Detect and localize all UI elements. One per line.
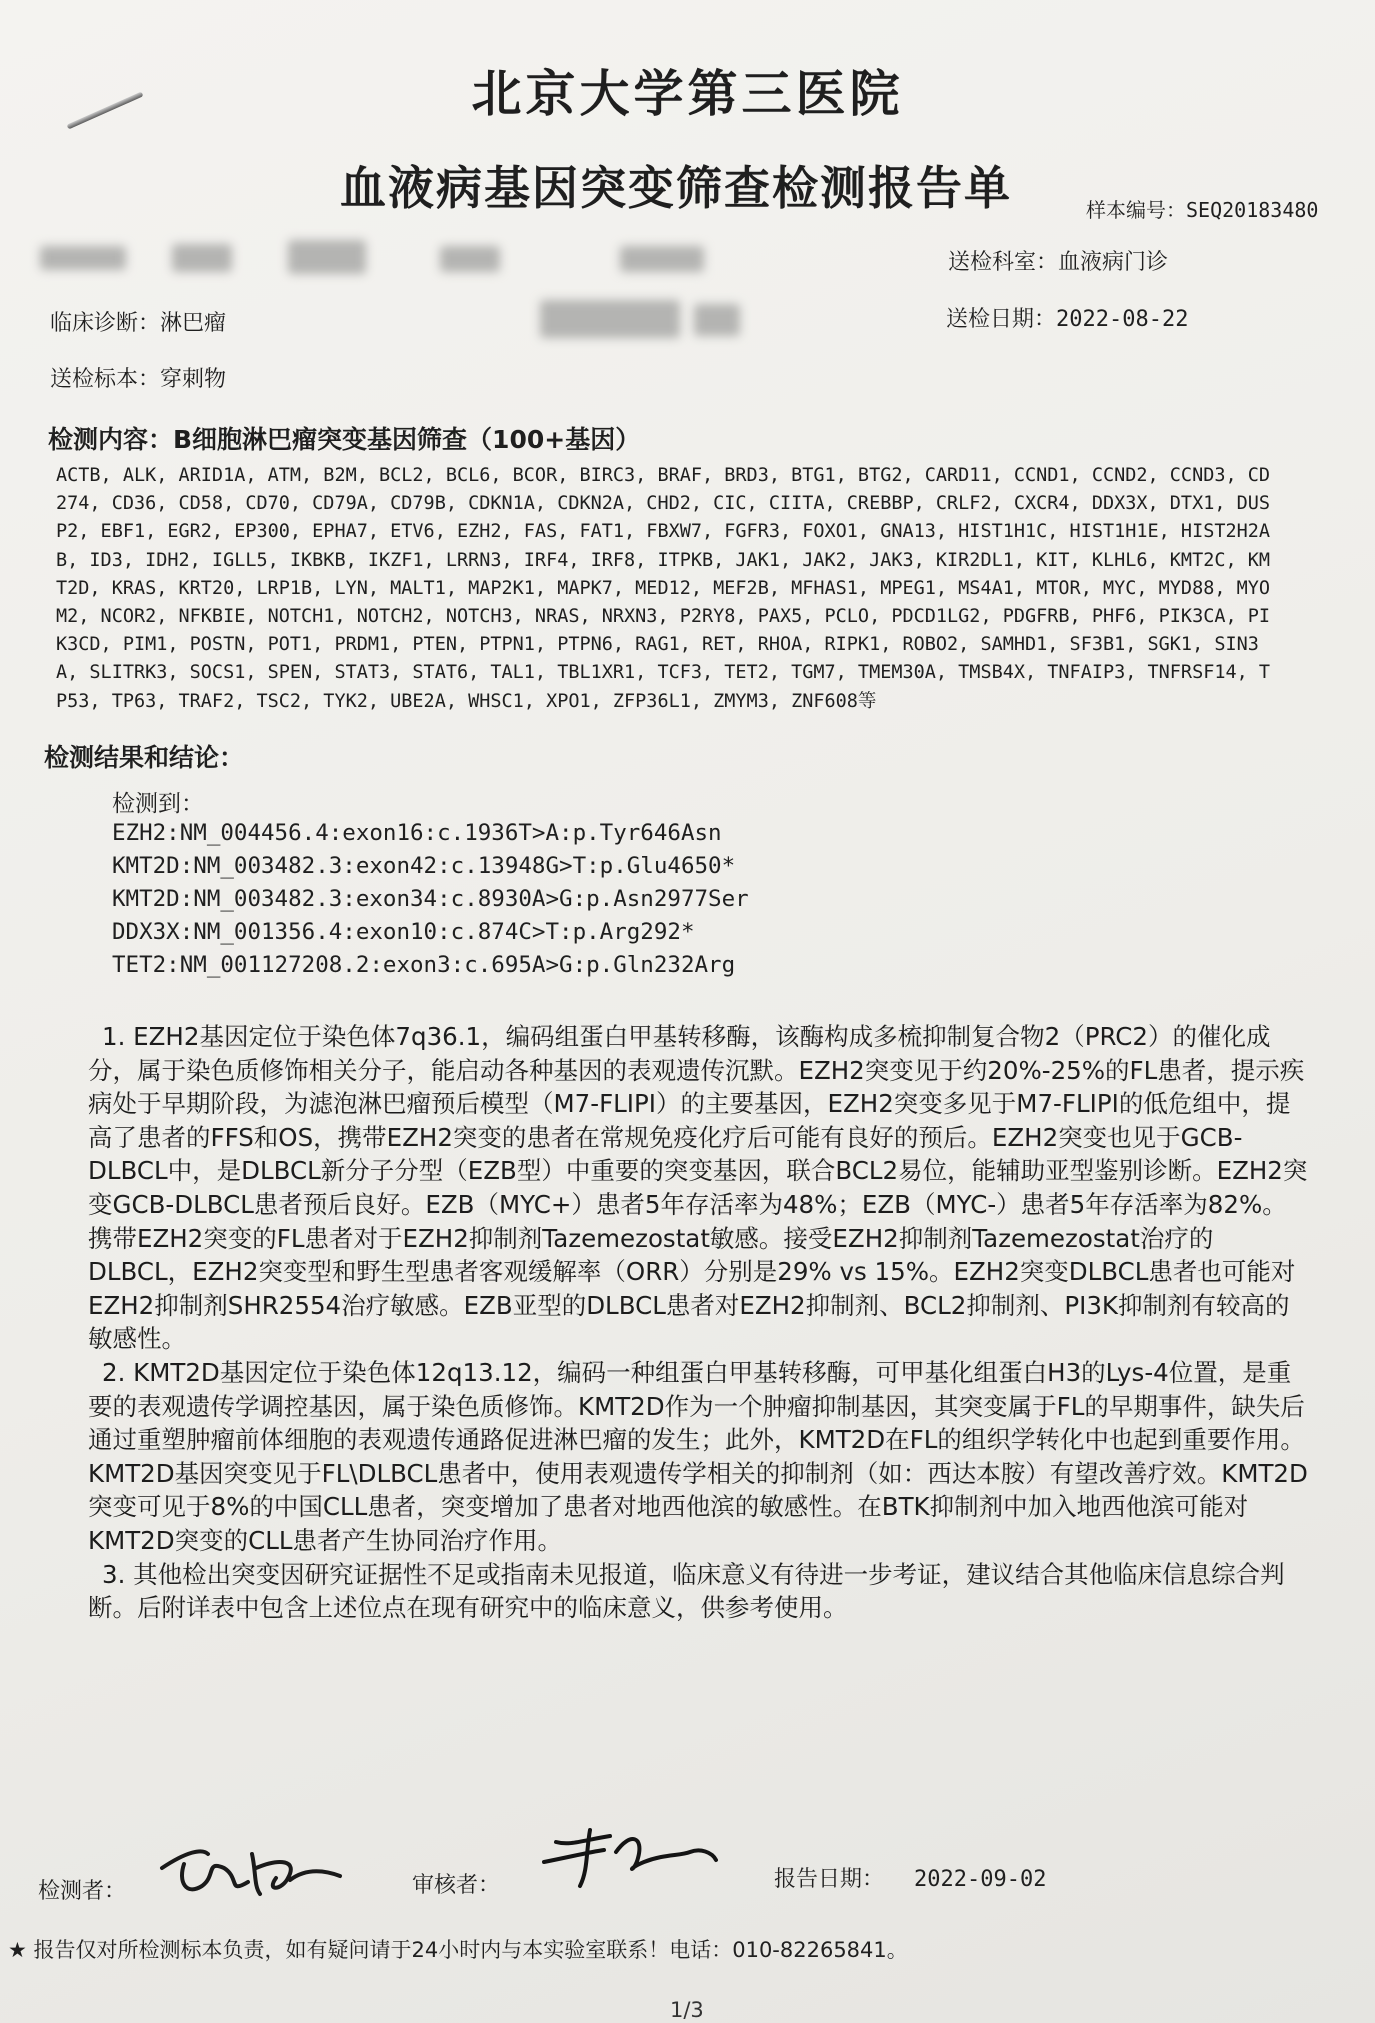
page-number: 1/3 <box>670 1998 704 2022</box>
conclusion-paragraph: 1. EZH2基因定位于染色体7q36.1，编码组蛋白甲基转移酶，该酶构成多梳抑制复合物2（PRC2）的催化成分，属于染色质修饰相关分子，能启动各种基因的表观遗传沉默。EZH2突变见于约20%-25%的FL患者，提示疾病处于早期阶段，为滤泡淋巴瘤预后模型（M7-FLIPI）的主要基因，EZH2突变多见于M7-FLIPI的低危组中，提高了患者的FFS和OS，携带EZH2突变的患者在常规免疫化疗后可能有良好的预后。EZH2突变也见于GCB-DLBCL中，是DLBCL新分子分型（EZB型）中重要的突变基因，联合BCL2易位，能辅助亚型鉴别诊断。EZH2突变GCB-DLBCL患者预后良好。EZB（MYC+）患者5年存活率为48%；EZB（MYC-）患者5年存活率为82%。携带EZH2突变的FL患者对于EZH2抑制剂Tazemezostat敏感。接受EZH2抑制剂Tazemezostat治疗的DLBCL，EZH2突变型和野生型患者客观缓解率（ORR）分别是29% vs 15%。EZH2突变DLBCL患者也可能对EZH2抑制剂SHR2554治疗敏感。EZB亚型的DLBCL患者对EZH2抑制剂、BCL2抑制剂、PI3K抑制剂有较高的敏感性。 <box>88 1022 1308 1354</box>
redacted-field <box>540 300 680 338</box>
hospital-name: 北京大学第三医院 <box>471 64 904 123</box>
redacted-field <box>288 240 366 274</box>
report-title: 血液病基因突变筛查检测报告单 <box>340 161 1012 215</box>
gene-panel-list: ACTB, ALK, ARID1A, ATM, B2M, BCL2, BCL6, BCOR, BIRC3, BRAF, BRD3, BTG1, BTG2, CARD11, CCND1, CCND2, CCND3, CD274, CD36, CD58, CD70, CD79A, CD79B, CDKN1A, CDKN2A, CHD2, CIC, CIITA, CREBBP, CRLF2, CXCR4, DDX3X, DTX1, DUSP2, EBF1, EGR2, EP300, EPHA7, ETV6, EZH2, FAS, FAT1, FBXW7, FGFR3, FOXO1, GNA13, HIST1H1C, HIST1H1E, HIST2H2AB, ID3, IDH2, IGLL5, IKBKB, IKZF1, LRRN3, IRF4, IRF8, ITPKB, JAK1, JAK2, JAK3, KIR2DL1, KIT, KLHL6, KMT2C, KMT2D, KRAS, KRT20, LRP1B, LYN, MALT1, MAP2K1, MAPK7, MED12, MEF2B, MFHAS1, MPEG1, MS4A1, MTOR, MYC, MYD88, MYOM2, NCOR2, NFKBIE, NOTCH1, NOTCH2, NOTCH3, NRAS, NRXN3, P2RY8, PAX5, PCLO, PDCD1LG2, PDGFRB, PHF6, PIK3CA, PIK3CD, PIM1, POSTN, POT1, PRDM1, PTEN, PTPN1, PTPN6, RAG1, RET, RHOA, RIPK1, ROBO2, SAMHD1, SF3B1, SGK1, SIN3A, SLITRK3, SOCS1, SPEN, STAT3, STAT6, TAL1, TBL1XR1, TCF3, TET2, TGM7, TMEM30A, TMSB4X, TNFAIP3, TNFRSF14, TP53, TP63, TRAF2, TSC2, TYK2, UBE2A, WHSC1, XPO1, ZFP36L1, ZMYM3, ZNF608等 <box>56 465 1271 712</box>
redacted-field <box>40 246 126 270</box>
specimen-value: 穿刺物 <box>160 367 227 392</box>
mutation-item: DDX3X:NM_001356.4:exon10:c.874C>T:p.Arg292* <box>112 919 695 945</box>
department-label: 送检科室： <box>948 250 1059 275</box>
submitting-department <box>948 245 1168 276</box>
mutation-item: EZH2:NM_004456.4:exon16:c.1936T>A:p.Tyr646Asn <box>112 820 722 846</box>
clinical-diagnosis <box>50 306 226 337</box>
sample-number <box>1086 194 1318 223</box>
report-date-label: 报告日期： <box>774 1867 885 1892</box>
report-date-value: 2022-09-02 <box>914 1867 1047 1892</box>
conclusion-paragraph: 3. 其他检出突变因研究证据性不足或指南未见报道，临床意义有待进一步考证，建议结合其他临床信息综合判断。后附详表中包含上述位点在现有研究中的临床意义，供参考使用。 <box>88 1559 1285 1623</box>
tester-signature <box>156 1838 346 1902</box>
conclusion-paragraph: 2. KMT2D基因定位于染色体12q13.12，编码一种组蛋白甲基转移酶，可甲基化组蛋白H3的Lys-4位置，是重要的表观遗传学调控基因，属于染色质修饰。KMT2D作为一个肿瘤抑制基因，其突变属于FL的早期事件，缺失后通过重塑肿瘤前体细胞的表观遗传通路促进淋巴瘤的发生；此外，KMT2D在FL的组织学转化中也起到重要作用。KMT2D基因突变见于FL\DLBCL患者中，使用表观遗传学相关的抑制剂（如：西达本胺）有望改善疗效。KMT2D突变可见于8%的中国CLL患者，突变增加了患者对地西他滨的敏感性。在BTK抑制剂中加入地西他滨可能对KMT2D突变的CLL患者产生协同治疗作用。 <box>88 1357 1308 1555</box>
redacted-field <box>440 246 500 272</box>
submission-date-label: 送检日期： <box>946 307 1057 332</box>
mutation-item: KMT2D:NM_003482.3:exon42:c.13948G>T:p.Glu4650* <box>112 853 736 879</box>
footnote: ★ 报告仅对所检测标本负责，如有疑问请于24小时内与本实验室联系！电话：010-82265841。 <box>8 1938 908 1962</box>
diagnosis-value: 淋巴瘤 <box>160 311 227 336</box>
report-date <box>774 1862 1046 1893</box>
conclusions <box>88 1020 1308 1625</box>
specimen-label: 送检标本： <box>50 367 161 392</box>
redacted-field <box>172 244 232 272</box>
submission-date <box>946 302 1188 333</box>
redacted-field <box>620 246 704 272</box>
detected-label: 检测到： <box>112 791 204 817</box>
redacted-field <box>694 304 740 336</box>
department-value: 血液病门诊 <box>1058 250 1169 275</box>
sample-number-label: 样本编号： <box>1086 198 1186 222</box>
tester-label: 检测者： <box>38 1879 127 1904</box>
reviewer-signature <box>540 1822 722 1894</box>
specimen-type <box>50 362 226 393</box>
diagnosis-label: 临床诊断： <box>50 311 161 336</box>
mutation-item: TET2:NM_001127208.2:exon3:c.695A>G:p.Gln232Arg <box>112 952 736 978</box>
mutation-item: KMT2D:NM_003482.3:exon34:c.8930A>G:p.Asn2977Ser <box>112 886 749 912</box>
sample-number-value: SEQ20183480 <box>1186 198 1319 222</box>
results-title: 检测结果和结论： <box>44 743 245 772</box>
submission-date-value: 2022-08-22 <box>1056 307 1189 332</box>
reviewer-label: 审核者： <box>412 1873 501 1898</box>
test-content-title: 检测内容：B细胞淋巴瘤突变基因筛查（100+基因） <box>48 425 641 454</box>
